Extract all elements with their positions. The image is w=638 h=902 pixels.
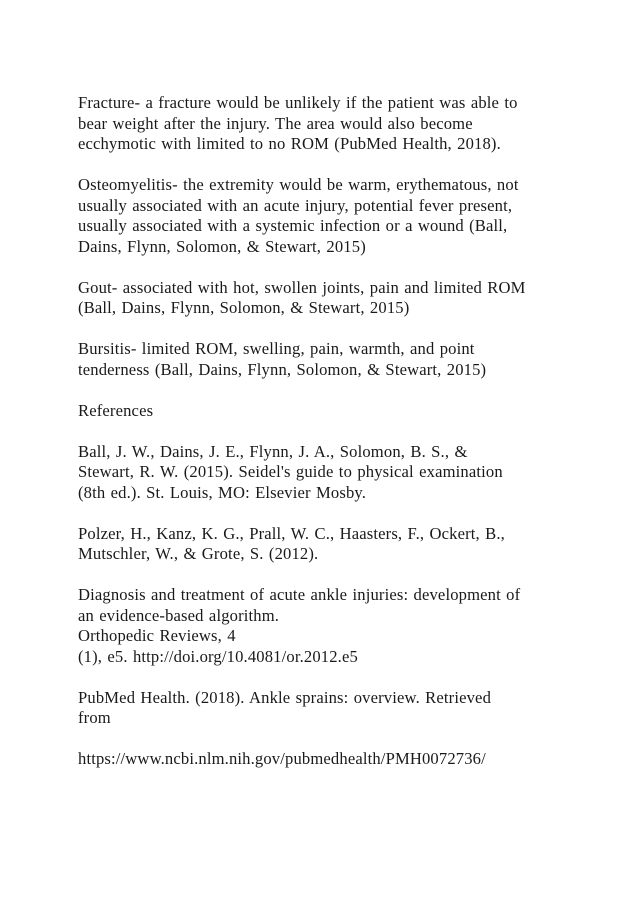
paragraph-line: (Ball, Dains, Flynn, Solomon, & Stewart, 2015) xyxy=(78,298,410,317)
reference-polzer xyxy=(78,524,598,565)
paragraph-line: Osteomyelitis- the extremity would be warm, erythematous, not xyxy=(78,175,519,194)
paragraph-line: Dains, Flynn, Solomon, & Stewart, 2015) xyxy=(78,236,366,256)
reference-pubmed xyxy=(78,688,598,729)
reference-line: (1), e5. http://doi.org/10.4081/or.2012.e5 xyxy=(78,646,358,666)
reference-line: an evidence-based algorithm. xyxy=(78,605,280,625)
paragraph-bursitis xyxy=(78,339,598,380)
references-heading-block xyxy=(78,401,598,422)
reference-line: (8th ed.). St. Louis, MO: Elsevier Mosby. xyxy=(78,482,367,502)
paragraph-line: tenderness (Ball, Dains, Flynn, Solomon, & Stewart, 2015) xyxy=(78,359,487,379)
paragraph-line: Gout- associated with hot, swollen joints, pain and limited ROM xyxy=(78,277,526,297)
reference-ball xyxy=(78,442,598,504)
references-heading: References xyxy=(78,400,154,420)
paragraph-gout xyxy=(78,278,598,319)
reference-line: Diagnosis and treatment of acute ankle injuries: development of xyxy=(78,585,521,604)
reference-url-block xyxy=(78,749,598,770)
paragraph-line: Fracture- a fracture would be unlikely if the patient was able to xyxy=(78,93,518,112)
paragraph-line: bear weight after the injury. The area would also become xyxy=(78,113,473,133)
reference-diagnosis xyxy=(78,585,598,667)
reference-line: Orthopedic Reviews, 4 xyxy=(78,626,236,645)
paragraph-line: ecchymotic with limited to no ROM (PubMed Health, 2018). xyxy=(78,134,501,153)
reference-line: PubMed Health. (2018). Ankle sprains: overview. Retrieved xyxy=(78,687,492,707)
reference-line: Stewart, R. W. (2015). Seidel's guide to physical examination xyxy=(78,462,503,481)
paragraph-fracture xyxy=(78,93,598,155)
paragraph-line: usually associated with a systemic infection or a wound (Ball, xyxy=(78,216,508,235)
reference-line: Mutschler, W., & Grote, S. (2012). xyxy=(78,544,319,563)
reference-line: Polzer, H., Kanz, K. G., Prall, W. C., Haasters, F., Ockert, B., xyxy=(78,523,505,543)
paragraph-osteomyelitis xyxy=(78,175,598,257)
reference-line: Ball, J. W., Dains, J. E., Flynn, J. A., Solomon, B. S., & xyxy=(78,441,468,461)
reference-line: from xyxy=(78,708,111,727)
paragraph-line: Bursitis- limited ROM, swelling, pain, warmth, and point xyxy=(78,339,475,358)
paragraph-line: usually associated with an acute injury, potential fever present, xyxy=(78,195,513,215)
reference-url: https://www.ncbi.nlm.nih.gov/pubmedhealth/PMH0072736/ xyxy=(78,749,486,768)
